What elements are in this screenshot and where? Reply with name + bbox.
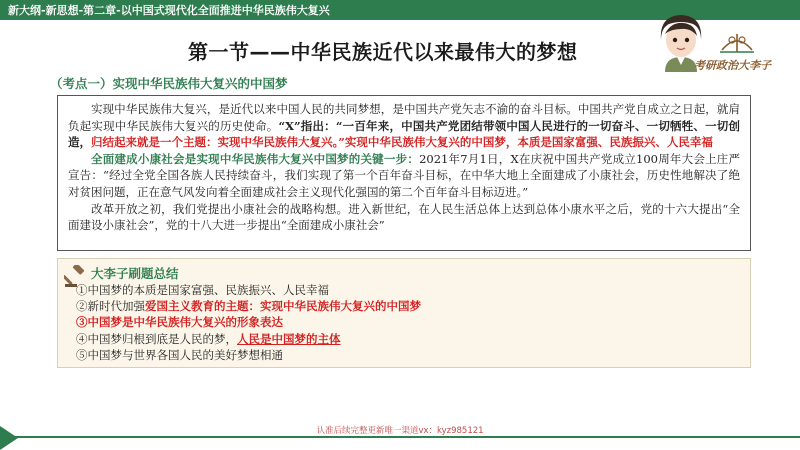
text-segment: 2021年7月1日，X在庆祝中国共产党成立100周年大会上庄严宣告：“经过全党全国各族人民持续奋斗，我们实现了第一个百年奋斗目标，在中华大地上全面建成了小康社会，历史性地解决了绝对贫困问题，正在意气风发向着全面建成社会主义现代化强国的第二个百年奋斗目标迈进。” (68, 151, 740, 199)
bottom-divider (0, 436, 800, 438)
summary-list (76, 282, 421, 363)
red-underline-emphasis: 人民是中国梦的主体 (237, 331, 341, 346)
summary-item-1: ①中国梦的本质是国家富强、民族振兴、人民幸福 (76, 283, 329, 297)
paragraph-reform: 改革开放之初，我们党提出小康社会的战略构想。进入新世纪，在人民生活总体上达到总体小康水平之后，党的十六大提出“全面建设小康社会”，党的十八大进一步提出“全面建成小康社会” (68, 201, 740, 233)
quote-red-emphasis: 归结起来就是一个主题：实现中华民族伟大复兴。”实现中华民族伟大复兴的中国梦，本质是国家富强、民族振兴、人民幸福 (91, 135, 713, 150)
quote-bold: “X”指出：“一百年来，中国共产党团结带领中国人民进行的一切奋斗、一切牺牲、一切创造， (68, 118, 740, 150)
section-heading: （考点一）实现中华民族伟大复兴的中国梦 (50, 76, 288, 91)
text-segment: ②新时代加强 (76, 299, 145, 314)
summary-item-4 (76, 331, 421, 347)
footer-note: 认准后续完整更新唯一渠道vx：kyz985121 (316, 426, 484, 436)
content-box (57, 95, 751, 251)
summary-title: 大李子刷题总结 (91, 266, 179, 281)
summary-box (57, 258, 751, 368)
summary-item-5: ⑤中国梦与世界各国人民的美好梦想相通 (76, 347, 283, 362)
paragraph-xiaokang (68, 151, 740, 201)
summary-item-2 (76, 298, 421, 314)
page-title: 第一节——中华民族近代以来最伟大的梦想 (188, 40, 578, 64)
xiaokang-heading: 全面建成小康社会是实现中华民族伟大复兴中国梦的关键一步： (91, 151, 420, 166)
text-segment: 实现中华民族伟大复兴，是近代以来中国人民的共同梦想，是中国共产党矢志不渝的奋斗目标。中国共产党自成立之日起，就肩负起实现中华民族伟大复兴的历史使命。 (68, 102, 740, 133)
brand-text: 考研政治大李子 (694, 59, 771, 72)
summary-item-3: ③中国梦是中华民族伟大复兴的形象表达 (76, 315, 283, 330)
brand-logo-icon (716, 28, 758, 56)
breadcrumb: 新大纲-新思想-第二章-以中国式现代化全面推进中华民族伟大复兴 (8, 4, 330, 17)
text-segment: ④中国梦归根到底是人民的梦， (76, 331, 237, 346)
corner-triangle-icon (0, 426, 18, 450)
red-emphasis: 爱国主义教育的主题：实现中华民族伟大复兴的中国梦 (145, 299, 421, 314)
paragraph-dream-essence (68, 101, 740, 151)
